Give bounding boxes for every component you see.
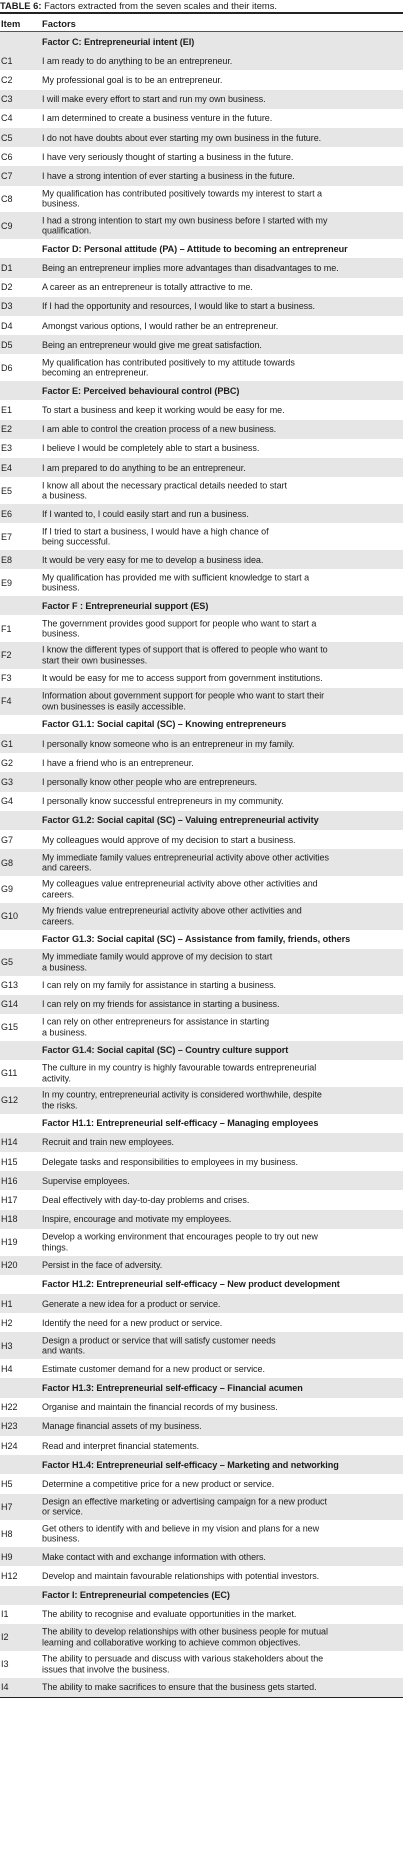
item-id: F3 <box>1 673 12 684</box>
item-id: D4 <box>1 320 13 331</box>
item-id: D6 <box>1 362 13 373</box>
item-id: H9 <box>1 1551 13 1562</box>
factor-heading-row <box>0 930 403 949</box>
table-row <box>0 1678 403 1697</box>
item-text: I have a friend who is an entrepreneur. <box>42 757 194 768</box>
item-id: H22 <box>1 1401 18 1412</box>
table-row <box>0 792 403 811</box>
table-row <box>0 1210 403 1229</box>
item-text: My friends value entrepreneurial activity above other activities and careers. <box>42 905 302 927</box>
factor-title: Factor G1.1: Social capital (SC) – Knowing entrepreneurs <box>42 719 287 730</box>
item-text: I am ready to do anything to be an entrepreneur. <box>42 55 233 66</box>
item-id: I1 <box>1 1609 9 1620</box>
item-id: H5 <box>1 1478 13 1489</box>
table-row <box>0 830 403 849</box>
table-row <box>0 1060 403 1087</box>
table-row <box>0 354 403 381</box>
item-id: D3 <box>1 301 13 312</box>
table-row <box>0 1624 403 1651</box>
item-text: The government provides good support for people who want to start a business. <box>42 618 317 639</box>
table-row <box>0 1547 403 1566</box>
item-text: Design an effective marketing or advertising campaign for a new product or service. <box>42 1496 327 1517</box>
table-caption-text: Factors extracted from the seven scales and their items. <box>41 0 278 11</box>
item-text: I am prepared to do anything to be an entrepreneur. <box>42 462 246 473</box>
item-id: G15 <box>1 1022 19 1033</box>
table-row <box>0 166 403 185</box>
table-row <box>0 734 403 753</box>
item-id: H3 <box>1 1340 13 1351</box>
factor-heading-row <box>0 596 403 615</box>
table-row <box>0 753 403 772</box>
item-id: E6 <box>1 508 13 519</box>
item-text: I am determined to create a business venture in the future. <box>42 113 273 124</box>
factor-heading-row <box>0 1041 403 1060</box>
item-text: Deal effectively with day-to-day problems and crises. <box>42 1194 250 1205</box>
table-row <box>0 1359 403 1378</box>
table-row <box>0 109 403 128</box>
item-id: C4 <box>1 113 13 124</box>
item-text: The ability to develop relationships with other business people for mutual learning and collaborative working to achieve common objectives. <box>42 1626 328 1648</box>
table-bottom-rule <box>0 1697 403 1698</box>
item-text: Estimate customer demand for a new product or service. <box>42 1363 265 1374</box>
item-id: G11 <box>1 1068 18 1079</box>
item-id: H18 <box>1 1213 18 1224</box>
item-id: F4 <box>1 696 12 707</box>
table-row <box>0 212 403 239</box>
item-text: The ability to recognise and evaluate opportunities in the market. <box>42 1609 297 1620</box>
item-id: F1 <box>1 623 12 634</box>
table-row <box>0 688 403 715</box>
table-row <box>0 147 403 166</box>
item-id: I2 <box>1 1632 9 1643</box>
item-id: E5 <box>1 485 13 496</box>
table-row <box>0 1566 403 1585</box>
table-row <box>0 1651 403 1678</box>
factor-title: Factor H1.3: Entrepreneurial self-efficacy – Financial acumen <box>42 1382 303 1393</box>
item-id: C6 <box>1 151 13 162</box>
factor-heading-row <box>0 1455 403 1474</box>
factor-title: Factor H1.4: Entrepreneurial self-efficacy – Marketing and networking <box>42 1459 339 1470</box>
table-row <box>0 1520 403 1547</box>
item-id: D5 <box>1 339 13 350</box>
item-id: I3 <box>1 1658 9 1669</box>
item-text: Inspire, encourage and motivate my employees. <box>42 1213 232 1224</box>
factor-heading-row <box>0 1378 403 1397</box>
item-text: Persist in the face of adversity. <box>42 1259 163 1270</box>
item-text: If I wanted to, I could easily start and run a business. <box>42 508 249 519</box>
item-id: H7 <box>1 1501 13 1512</box>
table-row <box>0 1229 403 1256</box>
table-row <box>0 258 403 277</box>
item-text: Design a product or service that will satisfy customer needs and wants. <box>42 1335 276 1356</box>
item-id: E3 <box>1 443 13 454</box>
item-id: G9 <box>1 884 14 895</box>
item-id: E8 <box>1 554 13 565</box>
item-id: C1 <box>1 55 13 66</box>
item-id: H8 <box>1 1528 13 1539</box>
item-id: H20 <box>1 1259 18 1270</box>
item-text: My colleagues would approve of my decision to start a business. <box>42 834 296 845</box>
item-text: Supervise employees. <box>42 1175 130 1186</box>
item-text: Being an entrepreneur implies more advantages than disadvantages to me. <box>42 262 339 273</box>
item-text: Develop a working environment that encourages people to try out new things. <box>42 1231 318 1253</box>
item-text: I personally know someone who is an entrepreneur in my family. <box>42 738 295 749</box>
table-row <box>0 1398 403 1417</box>
table-row <box>0 1133 403 1152</box>
item-text: Read and interpret financial statements. <box>42 1440 200 1451</box>
table-row <box>0 316 403 335</box>
item-text: Get others to identify with and believe in my vision and plans for a new business. <box>42 1523 320 1544</box>
item-text: I believe I would be completely able to start a business. <box>42 443 260 454</box>
item-text: Information about government support for people who want to start their own businesses is easily accessible. <box>42 690 325 712</box>
item-text: I can rely on my friends for assistance in starting a business. <box>42 999 280 1010</box>
item-text: Organise and maintain the financial records of my business. <box>42 1401 278 1412</box>
table-row <box>0 1256 403 1275</box>
factor-title: Factor F : Entrepreneurial support (ES) <box>42 600 209 611</box>
table-row <box>0 1605 403 1624</box>
table-row <box>0 995 403 1014</box>
item-text: My qualification has contributed positively towards my interest to start a business. <box>42 188 322 209</box>
factor-title: Factor G1.4: Social capital (SC) – Country culture support <box>42 1045 289 1056</box>
factor-title: Factor G1.3: Social capital (SC) – Assistance from family, friends, others <box>42 933 351 944</box>
table-row <box>0 51 403 70</box>
factor-heading-row <box>0 1586 403 1605</box>
table-row <box>0 569 403 596</box>
item-text: To start a business and keep it working would be easy for me. <box>42 404 285 415</box>
item-text: The ability to persuade and discuss with various stakeholders about the issues that involve the business. <box>42 1653 324 1675</box>
factor-heading-row <box>0 381 403 400</box>
table-caption-label: TABLE 6: <box>0 0 42 11</box>
item-id: E9 <box>1 577 13 588</box>
table-row <box>0 70 403 89</box>
item-id: I4 <box>1 1681 9 1692</box>
table-row <box>0 949 403 976</box>
item-text: If I tried to start a business, I would have a high chance of being successful. <box>42 526 269 547</box>
item-id: H4 <box>1 1363 13 1374</box>
item-text: My colleagues value entrepreneurial activity above other activities and careers. <box>42 878 318 900</box>
item-id: G3 <box>1 776 14 787</box>
item-text: Being an entrepreneur would give me great satisfaction. <box>42 339 262 350</box>
table-row <box>0 1474 403 1493</box>
item-text: I know all about the necessary practical details needed to start a business. <box>42 480 287 501</box>
item-text: My qualification has contributed positively to my attitude towards becoming an entrepreneur. <box>42 357 295 378</box>
item-text: A career as an entrepreneur is totally attractive to me. <box>42 281 253 292</box>
item-text: Identify the need for a new product or service. <box>42 1317 223 1328</box>
table-row <box>0 1417 403 1436</box>
table-row <box>0 976 403 995</box>
factor-heading-row <box>0 1114 403 1133</box>
item-id: G2 <box>1 757 14 768</box>
item-text: Amongst various options, I would rather be an entrepreneur. <box>42 320 279 331</box>
table-row <box>0 903 403 930</box>
item-id: D1 <box>1 262 13 273</box>
item-text: I can rely on my family for assistance in starting a business. <box>42 979 276 990</box>
factor-title: Factor E: Perceived behavioural control (PBC) <box>42 385 240 396</box>
factor-heading-row <box>0 811 403 830</box>
item-text: My qualification has provided me with sufficient knowledge to start a business. <box>42 572 310 593</box>
table-row <box>0 420 403 439</box>
table-row <box>0 90 403 109</box>
factor-title: Factor G1.2: Social capital (SC) – Valuing entrepreneurial activity <box>42 815 319 826</box>
item-id: C8 <box>1 193 13 204</box>
item-id: G10 <box>1 910 19 921</box>
table-row <box>0 439 403 458</box>
table-row <box>0 128 403 147</box>
table-row <box>0 458 403 477</box>
item-id: H15 <box>1 1156 18 1167</box>
item-text: I personally know other people who are entrepreneurs. <box>42 776 257 787</box>
table-row <box>0 400 403 419</box>
table-row <box>0 849 403 876</box>
item-id: G8 <box>1 857 14 868</box>
table-row <box>0 504 403 523</box>
table-row <box>0 1436 403 1455</box>
item-id: H19 <box>1 1236 18 1247</box>
item-text: I have very seriously thought of starting a business in the future. <box>42 151 294 162</box>
header-item: Item <box>1 18 21 29</box>
table-row <box>0 1494 403 1521</box>
item-text: It would be very easy for me to develop a business idea. <box>42 554 264 565</box>
item-id: G4 <box>1 795 14 806</box>
item-id: E1 <box>1 404 13 415</box>
item-id: H1 <box>1 1298 13 1309</box>
table-row <box>0 1313 403 1332</box>
table-row <box>0 1171 403 1190</box>
factor-heading-row <box>0 1275 403 1294</box>
factor-heading-row <box>0 715 403 734</box>
table-row <box>0 550 403 569</box>
item-text: I had a strong intention to start my own business before I started with my qualification. <box>42 215 328 236</box>
item-id: G5 <box>1 956 14 967</box>
item-text: Make contact with and exchange information with others. <box>42 1551 266 1562</box>
factor-title: Factor D: Personal attitude (PA) – Attitude to becoming an entrepreneur <box>42 243 348 254</box>
table-row <box>0 1332 403 1359</box>
table-row <box>0 772 403 791</box>
table-row <box>0 615 403 642</box>
table-row <box>0 278 403 297</box>
table-row <box>0 669 403 688</box>
table-row <box>0 477 403 504</box>
item-text: Delegate tasks and responsibilities to employees in my business. <box>42 1156 298 1167</box>
table-row <box>0 1087 403 1114</box>
item-text: I know the different types of support that is offered to people who want to start their own businesses. <box>42 644 328 666</box>
item-text: My immediate family would approve of my decision to start a business. <box>42 951 273 973</box>
item-text: My professional goal is to be an entrepreneur. <box>42 74 223 85</box>
item-text: The ability to make sacrifices to ensure that the business gets started. <box>42 1681 317 1692</box>
item-id: H12 <box>1 1570 18 1581</box>
item-id: C5 <box>1 132 13 143</box>
factor-title: Factor H1.2: Entrepreneurial self-efficacy – New product development <box>42 1279 340 1290</box>
item-id: D2 <box>1 281 13 292</box>
item-id: C3 <box>1 93 13 104</box>
item-id: C9 <box>1 220 13 231</box>
factor-title: Factor H1.1: Entrepreneurial self-efficacy – Managing employees <box>42 1117 319 1128</box>
item-id: C2 <box>1 74 13 85</box>
item-text: Develop and maintain favourable relationships with potential investors. <box>42 1570 320 1581</box>
table-row <box>0 335 403 354</box>
table-caption <box>0 0 403 12</box>
item-id: H14 <box>1 1137 18 1148</box>
table-row <box>0 523 403 550</box>
item-text: Manage financial assets of my business. <box>42 1421 202 1432</box>
factor-title: Factor C: Entrepreneurial intent (EI) <box>42 36 195 47</box>
item-id: H24 <box>1 1440 18 1451</box>
table-header <box>0 12 403 32</box>
item-id: F2 <box>1 650 12 661</box>
table-row <box>0 1190 403 1209</box>
item-id: H2 <box>1 1317 13 1328</box>
table-row <box>0 1294 403 1313</box>
header-factors: Factors <box>42 18 76 29</box>
item-id: G1 <box>1 738 14 749</box>
item-text: I do not have doubts about ever starting my own business in the future. <box>42 132 322 143</box>
factor-heading-row <box>0 239 403 258</box>
item-text: If I had the opportunity and resources, I would like to start a business. <box>42 301 316 312</box>
item-id: G13 <box>1 979 19 990</box>
item-id: G14 <box>1 999 19 1010</box>
table-row <box>0 1152 403 1171</box>
table-row <box>0 297 403 316</box>
item-id: G12 <box>1 1094 19 1105</box>
item-text: Recruit and train new employees. <box>42 1137 174 1148</box>
table-row <box>0 186 403 213</box>
item-text: Determine a competitive price for a new product or service. <box>42 1478 275 1489</box>
item-text: I have a strong intention of ever starting a business in the future. <box>42 170 295 181</box>
table-row <box>0 1014 403 1041</box>
item-id: E2 <box>1 423 13 434</box>
item-text: I am able to control the creation process of a new business. <box>42 423 277 434</box>
item-text: I will make every effort to start and run my own business. <box>42 93 266 104</box>
item-text: My immediate family values entrepreneurial activity above other activities and careers. <box>42 852 329 873</box>
item-id: H23 <box>1 1421 18 1432</box>
item-id: E7 <box>1 531 13 542</box>
item-id: G7 <box>1 834 14 845</box>
factor-title: Factor I: Entrepreneurial competencies (EC) <box>42 1589 230 1600</box>
item-id: E4 <box>1 462 13 473</box>
item-text: I can rely on other entrepreneurs for assistance in starting a business. <box>42 1016 270 1038</box>
table-row <box>0 876 403 903</box>
factor-heading-row <box>0 32 403 51</box>
item-text: In my country, entrepreneurial activity is considered worthwhile, despite the risks. <box>42 1089 322 1111</box>
item-text: The culture in my country is highly favourable towards entrepreneurial activity. <box>42 1062 317 1084</box>
table-row <box>0 642 403 669</box>
item-text: It would be easy for me to access support from government institutions. <box>42 673 323 684</box>
item-text: I personally know successful entrepreneurs in my community. <box>42 795 284 806</box>
item-id: C7 <box>1 170 13 181</box>
item-id: H17 <box>1 1194 18 1205</box>
item-id: H16 <box>1 1175 18 1186</box>
item-text: Generate a new idea for a product or service. <box>42 1298 221 1309</box>
